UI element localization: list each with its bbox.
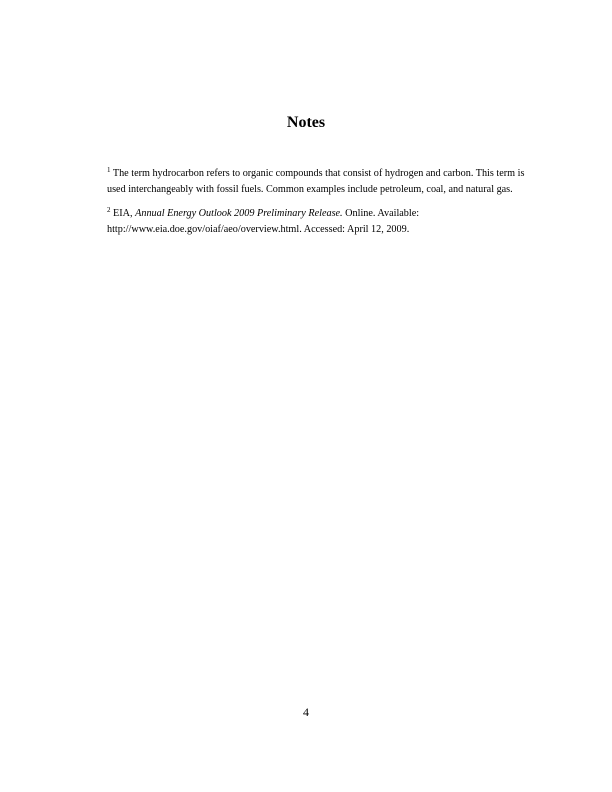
page-number: 4	[303, 705, 309, 719]
footnote-2-prefix: EIA,	[110, 208, 136, 219]
footnote-2-marker: 2	[107, 206, 111, 214]
footnote-1-marker: 1	[107, 166, 111, 174]
footnote-1-line-1	[107, 166, 527, 182]
footnote-2-suffix: Online. Available:	[342, 208, 420, 219]
footnote-2-source-title: Annual Energy Outlook 2009 Preliminary Release.	[135, 208, 343, 219]
footnote-1-text-line-1: The term hydrocarbon refers to organic compounds that consist of hydrogen and carbon. This term is	[110, 168, 525, 179]
footnote-2	[107, 206, 527, 238]
footnote-1-text-line-2: used interchangeably with fossil fuels. Common examples include petroleum, coal, and natural gas.	[107, 184, 513, 195]
footnote-2-url-line: http://www.eia.doe.gov/oiaf/aeo/overview.html. Accessed: April 12, 2009.	[107, 224, 410, 235]
footnote-2-line-1	[107, 206, 527, 222]
footnote-1	[107, 166, 527, 198]
page-title: Notes	[286, 114, 326, 131]
